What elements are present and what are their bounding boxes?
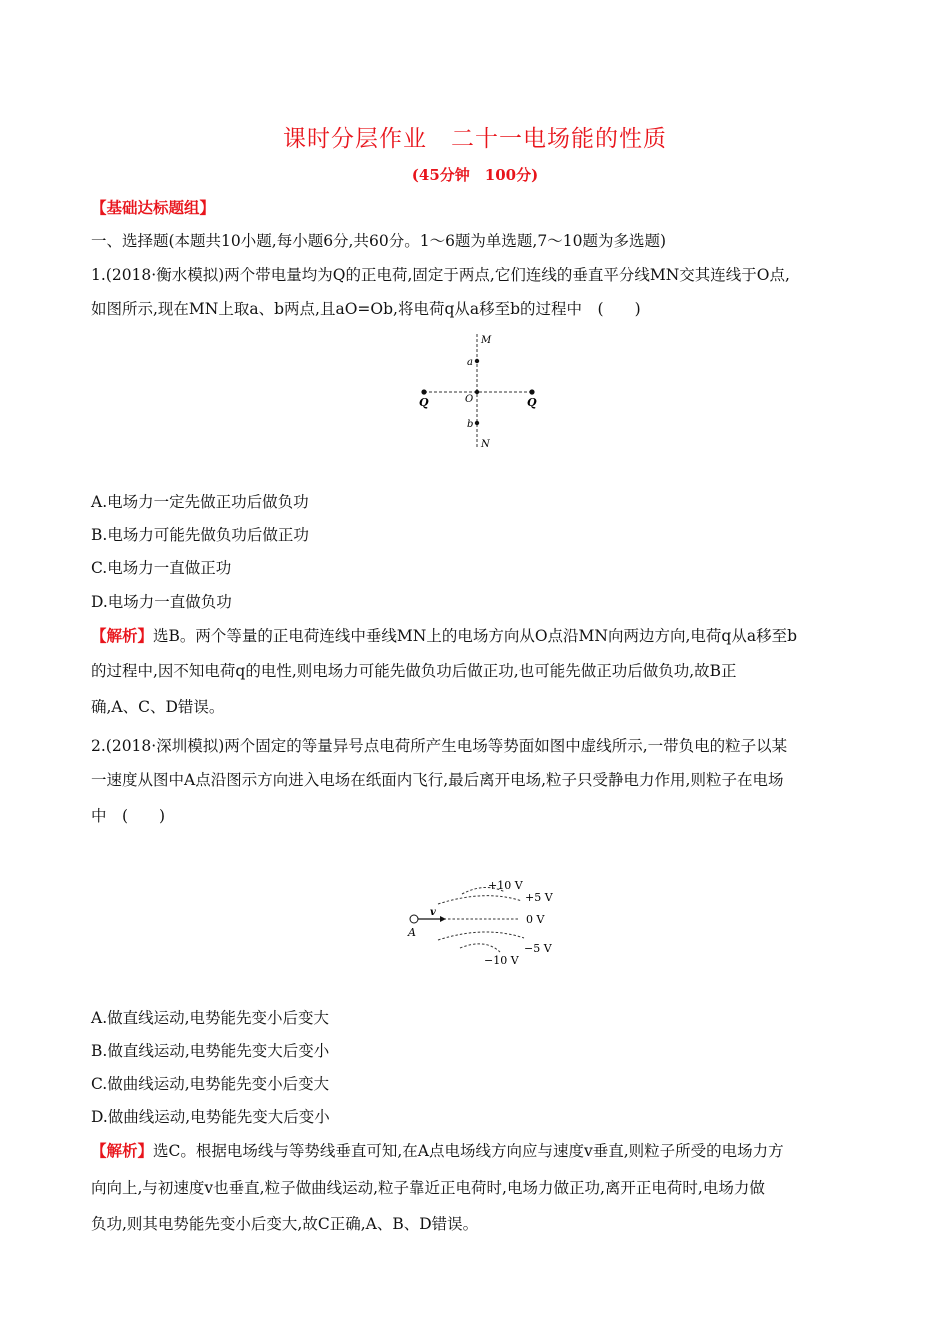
q2-analysis-text-1: 选C。根据电场线与等势线垂直可知,在A点电场线方向应与速度v垂直,则粒子所受的电场力方 (153, 1142, 784, 1160)
q2-option-c: C.做曲线运动,电势能先变小后变大 (91, 1075, 330, 1093)
q1-option-b: B.电场力可能先做负功后做正功 (91, 526, 309, 544)
charge-left (421, 389, 426, 394)
q2-analysis-line-3: 负功,则其电势能先变小后变大,故C正确,A、B、D错误。 (91, 1215, 479, 1233)
q1-option-a: A.电场力一定先做正功后做负功 (91, 493, 309, 511)
label-q-right: Q (527, 396, 537, 409)
q1-stem-line-1: 1.(2018·衡水模拟)两个带电量均为Q的正电荷,固定于两点,它们连线的垂直平分线MN交其连线于O点, (91, 266, 790, 284)
page-subtitle: (45分钟 100分) (411, 166, 539, 184)
label-b: b (467, 419, 474, 430)
q1-analysis-tag: 【解析】 (91, 626, 154, 645)
q2-analysis-line-1 (91, 1141, 784, 1161)
label-a: a (467, 357, 473, 368)
q1-option-d: D.电场力一直做负功 (91, 593, 232, 611)
q1-analysis-line-1 (91, 626, 797, 646)
page-title: 课时分层作业 二十一电场能的性质 (283, 126, 667, 152)
q2-stem-line-3: 中 ( ) (91, 807, 166, 825)
q2-stem-line-2: 一速度从图中A点沿图示方向进入电场在纸面内飞行,最后离开电场,粒子只受静电力作用,则粒子在电场 (91, 771, 784, 789)
label-n: N (481, 439, 490, 450)
q1-stem-line-2: 如图所示,现在MN上取a、b两点,且aO=Ob,将电荷q从a移至b的过程中 ( ) (91, 300, 641, 318)
label-o: O (465, 394, 474, 405)
point-a (475, 359, 479, 363)
point-a-marker (410, 915, 418, 923)
equipotential-minus-10 (460, 944, 500, 952)
q1-analysis-text-1: 选B。两个等量的正电荷连线中垂线MN上的电场方向从O点沿MN向两边方向,电荷q从a移至b (153, 627, 797, 645)
point-o (475, 390, 479, 394)
label-p10: +10 V (488, 879, 523, 892)
velocity-arrowhead (440, 916, 446, 922)
q2-option-b: B.做直线运动,电势能先变大后变小 (91, 1042, 330, 1060)
q2-option-a: A.做直线运动,电势能先变小后变大 (91, 1009, 330, 1027)
q1-option-c: C.电场力一直做正功 (91, 559, 232, 577)
q2-analysis-tag: 【解析】 (91, 1141, 154, 1160)
label-zero: 0 V (526, 913, 545, 926)
label-p5: +5 V (525, 891, 553, 904)
label-n5: −5 V (524, 942, 552, 955)
label-m: M (481, 335, 492, 346)
section-heading: 一、选择题(本题共10小题,每小题6分,共60分。1～6题为单选题,7～10题为多选题) (91, 232, 666, 250)
section-label: 【基础达标题组】 (91, 198, 216, 217)
charge-right (529, 389, 534, 394)
q2-option-d: D.做曲线运动,电势能先变大后变小 (91, 1108, 330, 1126)
label-a-point: A (408, 926, 416, 939)
label-n10: −10 V (484, 954, 519, 967)
q2-stem-line-1: 2.(2018·深圳模拟)两个固定的等量异号点电荷所产生电场等势面如图中虚线所示,一带负电的粒子以某 (91, 737, 788, 755)
equipotential-minus-5 (438, 932, 524, 940)
q1-analysis-line-3: 确,A、C、D错误。 (91, 698, 225, 716)
label-v: v (430, 907, 436, 918)
label-q-left: Q (419, 396, 429, 409)
q1-figure (410, 330, 550, 452)
q2-figure (400, 872, 570, 972)
equipotential-plus-5 (438, 896, 522, 904)
q1-analysis-line-2: 的过程中,因不知电荷q的电性,则电场力可能先做负功后做正功,也可能先做正功后做负功,故B正 (91, 662, 737, 680)
q2-analysis-line-2: 向向上,与初速度v也垂直,粒子做曲线运动,粒子靠近正电荷时,电场力做正功,离开正电荷时,电场力做 (91, 1179, 765, 1197)
point-b (475, 421, 479, 425)
